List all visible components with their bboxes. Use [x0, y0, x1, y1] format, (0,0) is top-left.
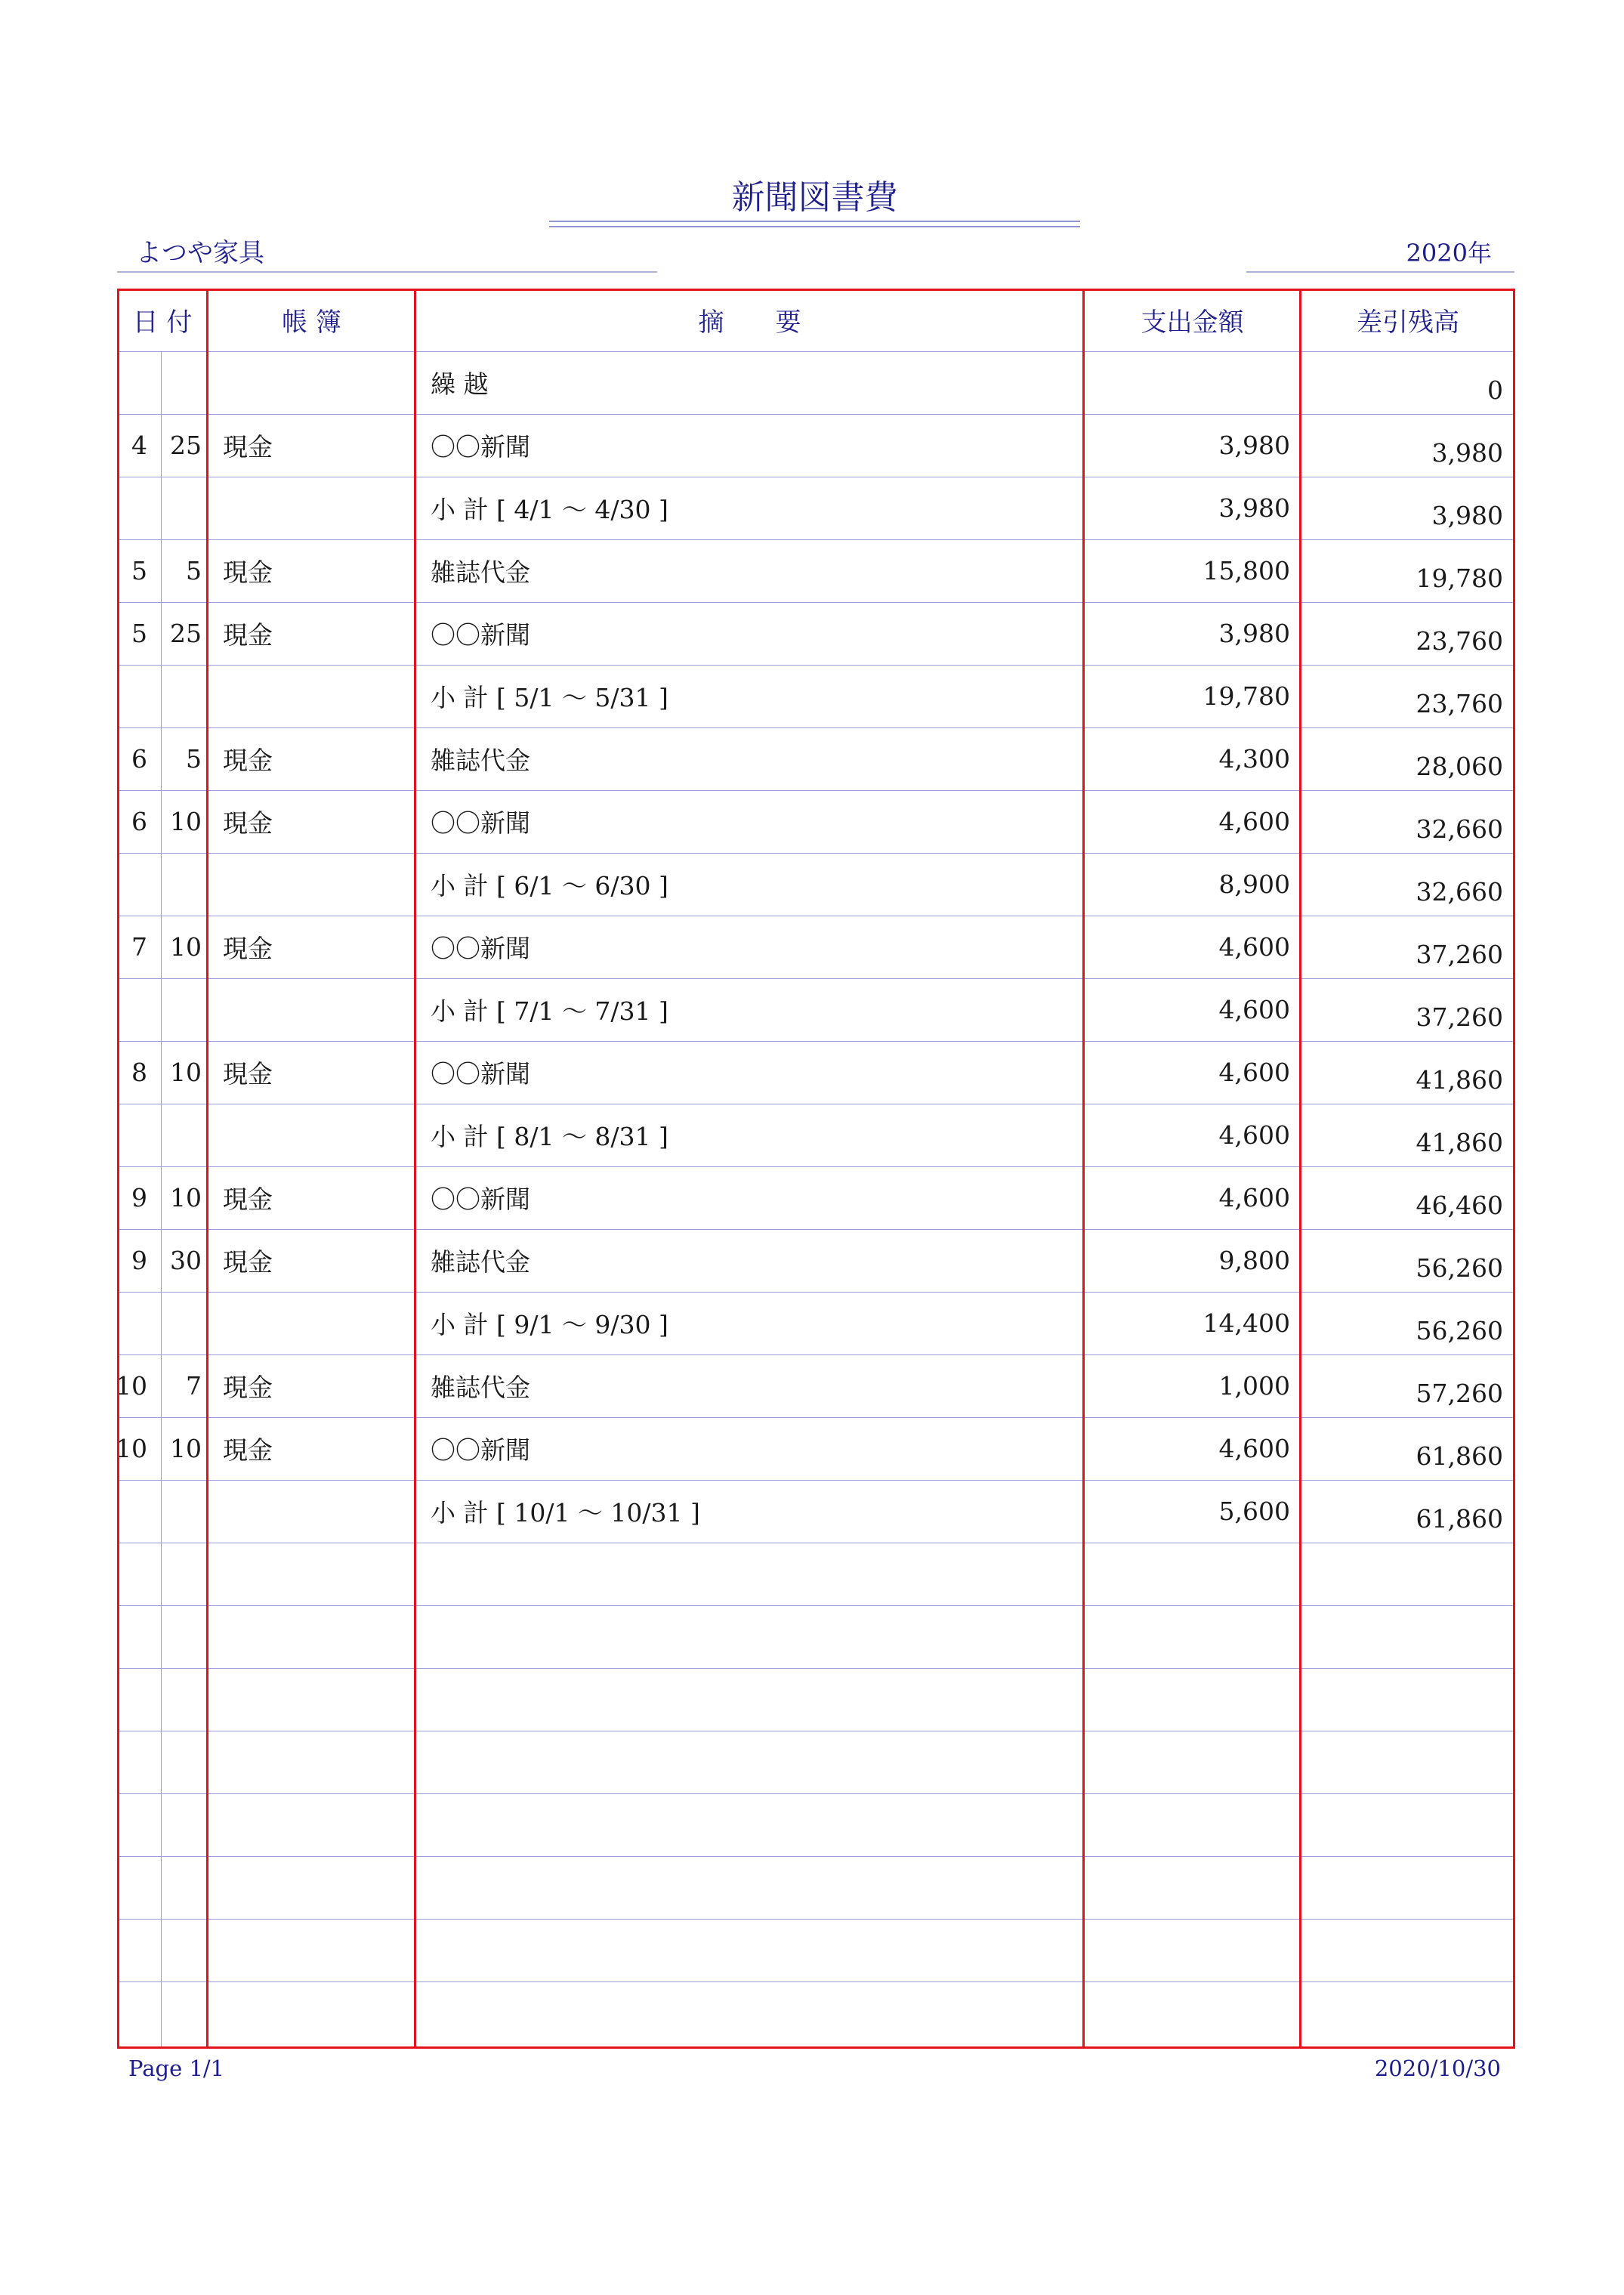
cell-expense: 4,600 — [1218, 1058, 1290, 1087]
cell-balance: 0 — [1487, 375, 1503, 405]
cell-book: 現金 — [223, 432, 273, 462]
cell-summary: 〇〇新聞 — [431, 432, 530, 462]
cell-expense: 19,780 — [1203, 681, 1290, 711]
cell-month: 10 — [116, 1434, 147, 1463]
cell-book: 現金 — [223, 808, 273, 838]
cell-month: 4 — [131, 431, 147, 460]
print-date: 2020/10/30 — [1374, 2056, 1501, 2081]
cell-balance: 19,780 — [1416, 564, 1503, 593]
cell-month: 6 — [131, 744, 147, 774]
header-summary: 摘 要 — [698, 307, 801, 338]
cell-book: 現金 — [223, 558, 273, 587]
cell-summary: 〇〇新聞 — [431, 1059, 530, 1089]
ledger-frame — [117, 289, 1515, 2049]
cell-summary: 繰 越 — [431, 369, 489, 399]
cell-month: 10 — [116, 1371, 147, 1401]
cell-day: 30 — [170, 1246, 202, 1275]
cell-day: 25 — [170, 619, 202, 648]
cell-summary: 〇〇新聞 — [431, 1185, 530, 1214]
page-number: Page 1/1 — [128, 2056, 225, 2081]
cell-expense: 4,600 — [1218, 807, 1290, 836]
cell-summary: 雑誌代金 — [431, 1247, 530, 1277]
company-underline — [117, 271, 657, 273]
cell-balance: 32,660 — [1416, 814, 1503, 844]
cell-expense: 3,980 — [1218, 431, 1290, 460]
cell-balance: 32,660 — [1416, 877, 1503, 907]
cell-day: 7 — [186, 1371, 202, 1401]
cell-balance: 37,260 — [1416, 940, 1503, 969]
cell-summary: 小 計 [ 9/1 〜 9/30 ] — [431, 1310, 668, 1339]
cell-balance: 61,860 — [1416, 1504, 1503, 1534]
cell-expense: 9,800 — [1218, 1246, 1290, 1275]
cell-summary: 雑誌代金 — [431, 1373, 530, 1402]
cell-summary: 小 計 [ 8/1 〜 8/31 ] — [431, 1122, 668, 1151]
cell-book: 現金 — [223, 620, 273, 650]
cell-summary: 雑誌代金 — [431, 746, 530, 775]
cell-summary: 〇〇新聞 — [431, 1435, 530, 1465]
cell-balance: 61,860 — [1416, 1441, 1503, 1471]
cell-balance: 3,980 — [1431, 501, 1503, 530]
cell-month: 5 — [131, 619, 147, 648]
cell-balance: 37,260 — [1416, 1002, 1503, 1032]
header-date: 日 付 — [132, 307, 193, 338]
cell-month: 9 — [131, 1183, 147, 1212]
cell-summary: 〇〇新聞 — [431, 808, 530, 838]
header-balance: 差引残高 — [1357, 307, 1459, 338]
cell-balance: 3,980 — [1431, 438, 1503, 468]
cell-summary: 〇〇新聞 — [431, 620, 530, 650]
cell-summary: 小 計 [ 10/1 〜 10/31 ] — [431, 1498, 700, 1527]
ledger-table — [117, 289, 1515, 2049]
ledger-title: 新聞図書費 — [731, 178, 898, 217]
cell-day: 25 — [170, 431, 202, 460]
cell-day: 10 — [170, 1434, 202, 1463]
cell-month: 7 — [131, 932, 147, 962]
cell-summary: 雑誌代金 — [431, 558, 530, 587]
cell-expense: 14,400 — [1203, 1308, 1290, 1338]
year-underline — [1246, 271, 1514, 273]
cell-expense: 3,980 — [1218, 493, 1290, 523]
cell-expense: 1,000 — [1218, 1371, 1290, 1401]
title-underline-second — [549, 226, 1080, 227]
cell-summary: 小 計 [ 7/1 〜 7/31 ] — [431, 996, 668, 1026]
cell-balance: 56,260 — [1416, 1253, 1503, 1283]
cell-month: 5 — [131, 556, 147, 585]
cell-day: 10 — [170, 1183, 202, 1212]
cell-month: 6 — [131, 807, 147, 836]
cell-expense: 3,980 — [1218, 619, 1290, 648]
cell-summary: 小 計 [ 6/1 〜 6/30 ] — [431, 871, 668, 900]
cell-book: 現金 — [223, 1185, 273, 1214]
cell-expense: 4,600 — [1218, 995, 1290, 1024]
cell-balance: 41,860 — [1416, 1128, 1503, 1157]
cell-balance: 56,260 — [1416, 1316, 1503, 1345]
cell-day: 10 — [170, 932, 202, 962]
cell-book: 現金 — [223, 1247, 273, 1277]
cell-expense: 4,600 — [1218, 1183, 1290, 1212]
cell-day: 5 — [186, 744, 202, 774]
cell-book: 現金 — [223, 1373, 273, 1402]
cell-book: 現金 — [223, 934, 273, 963]
fiscal-year: 2020年 — [1406, 239, 1492, 267]
cell-book: 現金 — [223, 746, 273, 775]
cell-expense: 4,600 — [1218, 1120, 1290, 1150]
cell-book: 現金 — [223, 1059, 273, 1089]
cell-expense: 4,600 — [1218, 932, 1290, 962]
cell-day: 5 — [186, 556, 202, 585]
cell-balance: 23,760 — [1416, 626, 1503, 656]
cell-expense: 5,600 — [1218, 1497, 1290, 1526]
company-name: よつや家具 — [136, 238, 264, 268]
cell-expense: 4,600 — [1218, 1434, 1290, 1463]
header-expense: 支出金額 — [1141, 307, 1244, 338]
cell-expense: 15,800 — [1203, 556, 1290, 585]
cell-summary: 〇〇新聞 — [431, 934, 530, 963]
cell-balance: 57,260 — [1416, 1379, 1503, 1408]
cell-balance: 28,060 — [1416, 752, 1503, 781]
cell-summary: 小 計 [ 4/1 〜 4/30 ] — [431, 495, 668, 524]
title-underline — [549, 221, 1080, 222]
cell-summary: 小 計 [ 5/1 〜 5/31 ] — [431, 683, 668, 712]
cell-month: 8 — [131, 1058, 147, 1087]
header-book: 帳 簿 — [282, 307, 341, 338]
cell-book: 現金 — [223, 1435, 273, 1465]
cell-day: 10 — [170, 807, 202, 836]
cell-expense: 8,900 — [1218, 870, 1290, 899]
cell-balance: 23,760 — [1416, 689, 1503, 718]
cell-day: 10 — [170, 1058, 202, 1087]
cell-expense: 4,300 — [1218, 744, 1290, 774]
cell-month: 9 — [131, 1246, 147, 1275]
cell-balance: 41,860 — [1416, 1065, 1503, 1095]
cell-balance: 46,460 — [1416, 1191, 1503, 1220]
